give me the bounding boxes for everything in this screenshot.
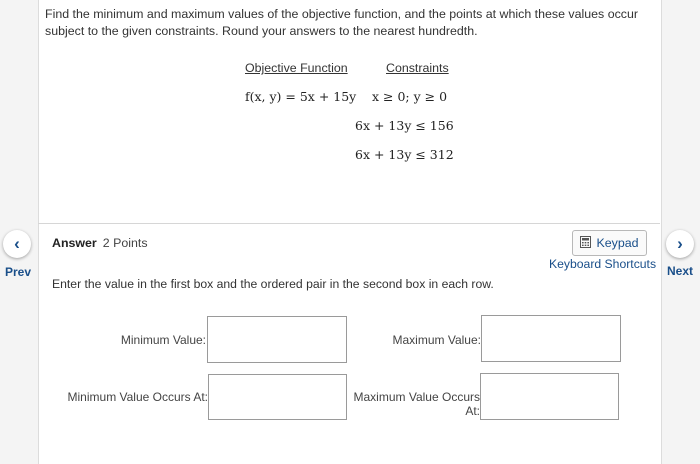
- next-button[interactable]: [666, 230, 694, 258]
- keypad-label: Keypad: [596, 236, 639, 250]
- section-divider: [38, 223, 660, 224]
- question-text: Find the minimum and maximum values of the objective function, and the points at which these values occur subject to the given constraints. Round your answers to the nearest hundredth.: [45, 7, 638, 38]
- minimum-occurs-at-label: Minimum Value Occurs At:: [67, 390, 208, 404]
- objective-function-header: Objective Function: [245, 61, 348, 75]
- maximum-value-input[interactable]: [481, 315, 621, 362]
- maximum-value-label: Maximum Value:: [392, 333, 481, 347]
- prev-button[interactable]: [3, 230, 31, 258]
- chevron-right-icon: ›: [677, 234, 683, 253]
- minimum-occurs-at-input[interactable]: [208, 374, 347, 420]
- next-label[interactable]: Next: [667, 264, 694, 278]
- answer-heading: [52, 236, 148, 250]
- answer-instruction: Enter the value in the first box and the ordered pair in the second box in each row.: [52, 277, 494, 291]
- keypad-button[interactable]: [572, 230, 647, 256]
- constraint-1: x ≥ 0; y ≥ 0: [372, 89, 448, 104]
- constraint-2: 6x + 13y ≤ 156: [355, 118, 454, 133]
- objective-function: f(x, y) = 5x + 15y: [245, 89, 357, 104]
- answer-title: Answer: [52, 236, 97, 250]
- minimum-value-input[interactable]: [207, 316, 347, 363]
- calculator-icon: [580, 236, 591, 251]
- chevron-left-icon: ‹: [14, 234, 20, 253]
- answer-points: 2 Points: [102, 236, 148, 250]
- keyboard-shortcuts-link[interactable]: Keyboard Shortcuts: [549, 257, 657, 271]
- constraints-header: Constraints: [386, 61, 449, 75]
- minimum-value-label: Minimum Value:: [120, 333, 206, 347]
- maximum-occurs-at-input[interactable]: [480, 373, 619, 420]
- maximum-occurs-at-label: Maximum Value Occurs At:: [353, 390, 480, 418]
- prev-label[interactable]: Prev: [5, 265, 32, 279]
- constraint-3: 6x + 13y ≤ 312: [355, 147, 454, 162]
